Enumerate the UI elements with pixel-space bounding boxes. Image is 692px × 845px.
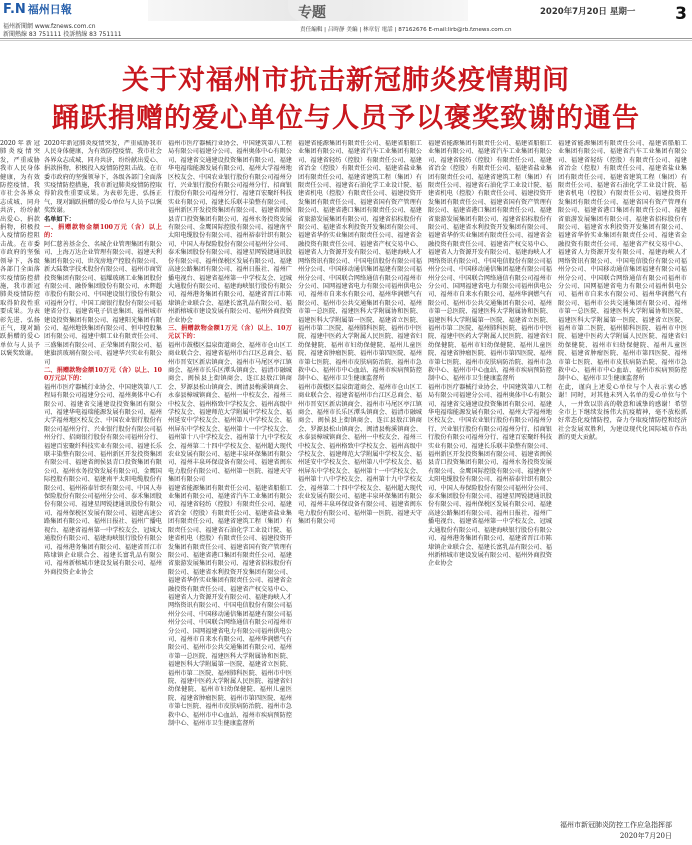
column-2 [168, 140, 292, 815]
category-3-list: 福州市鼓楼区温泉街道商会、福州市仓山区工商业联合会、福建省福州市台江区总商会、福州市晋安区新店镇商会、福州市马尾区亭江镇商会、福州市长乐区潭头镇商会、福清市融城商会、闽侯县上街镇商会、连江县敖江镇商会、罗源县松山镇商会、闽清县梅溪镇商会、永泰县樟城镇商会、福州一中校友会、福州三中校友会、福州格致中学校友会、福州高级中学校友会、福建师范大学附属中学校友会、福州延安中学校友会、福州第八中学校友会、福州屏东中学校友会、福州第十一中学校友会、福州第十八中学校友会、福州第十九中学校友会、福州第二十四中学校友会、福州超大现代农业发展有限公司、福建丰泉环保集团有限公司、福州丰泉环保设备有限公司、福建省闽东电力股份有限公司、福州第一医院、福建天守集团有限公司 [168, 341, 292, 484]
column-4 [428, 140, 552, 815]
category-2-list-c: 福州市医疗器械行业协会、中国建筑第八工程局有限公司福建分公司、福州奥体中心有限公司、福建省交通建设投资集团有限公司、福建华电福瑞能源发展有限公司、福州大学福州地区校友会、中国农业银行股份有限公司福州分行、兴业银行股份有限公司福州分行、招商银行股份有限公司福州分行、福建百宏聚纤科技实业有限公司、福建长乐联丰染整有限公司、福州新区开发投资集团有限公司、福建省闽侯县青口投资集团有限公司、福州水务投资发展有限公司、金鹰国际控股有限公司、福建南平太阳电缆股份有限公司、福州裕泰针织有限公司、中国人寿保险股份有限公司福州分公司、泰禾集团股份有限公司、福建星网锐捷通讯股份有限公司、福州保税区发展有限公司、福建高速公路集团有限公司、福州日报社、福州广播电视台、福建省福州第一中学校友会、冠城大通股份有限公司、福建海峡银行股份有限公司、福州港务集团有限公司、福建省晋江市陈埭镇企业联合会、福建长富乳品有限公司、福州新榕城市建设发展有限公司、福州外商投资企业协会 [428, 383, 552, 568]
logo-mark: F.N [3, 2, 26, 17]
logo-name: 福州日報 [27, 3, 72, 16]
section-ribbon [148, 0, 468, 21]
continuation-list-a: 福建省能源集团有限责任公司、福建省船舶工业集团有限公司、福建省汽车工业集团有限公司、福建省轻纺（控股）有限责任公司、福建省冶金（控股）有限责任公司、福建省盐业集团有限责任公司、福建省建筑工程（集团）有限责任公司、福建省石油化学工业设计院、福建省机电（控股）有限责任公司、福建投资开发集团有限责任公司、福建省国有资产管理有限公司、福建省港口集团有限责任公司、福建省旅游发展集团有限公司、福建省招标股份有限公司、福建省水利投资开发集团有限公司、福建省华侨实业集团有限责任公司、福建省金融投资有限责任公司、福建省产权交易中心、福建省人力资源开发有限公司、福建海峡人才网络资讯有限公司、中国电信股份有限公司福州分公司、中国移动通信集团福建有限公司福州分公司、中国联合网络通信有限公司福州市分公司、国网福建省电力有限公司福州供电公司、福州市自来水有限公司、福州华润燃气有限公司、福州市公共交通集团有限公司、福州市第一总医院、福建医科大学附属协和医院、福建医科大学附属第一医院、福建省立医院、福州市第二医院、福州肺科医院、福州市中医院、福建中医药大学附属人民医院、福建省妇幼保健院、福州市妇幼保健院、福州儿童医院、福建省肿瘤医院、福州市第四医院、福州市第七医院、福州市皮肤病防治院、福州市急救中心、福州市中心血站、福州市疾病预防控制中心、福州市卫生健康监督所 [168, 484, 292, 728]
notice-body [44, 140, 687, 815]
page-number: 3 [675, 4, 687, 24]
signature: 福州市新冠肺炎防控工作应急指挥部 [560, 821, 672, 829]
masthead [0, 0, 692, 42]
closing-paragraph: 在此，谨向上述爱心单位与个人表示衷心感谢！同时，对其他未列入名单的爱心单位与个人，一并致以崇高的敬意和诚挚的感谢！希望全市上下继续发扬伟大抗疫精神，毫不放松抓好常态化疫情防控，奋力夺取疫情防控和经济社会发展双胜利，为建设现代化国际城市作出新的更大贡献。 [558, 383, 687, 442]
header-rule-thin [0, 40, 692, 41]
website-line: 福州新聞網 www.fznews.com.cn [3, 23, 96, 30]
issue-date: 2020年7月20日 星期一 [540, 7, 636, 17]
headline-line-2: 踊跃捐赠的爱心单位与人员予以褒奖致谢的通告 [52, 103, 640, 134]
left-column-text [0, 140, 40, 815]
category-3-list-b: 福州市鼓楼区温泉街道商会、福州市仓山区工商业联合会、福建省福州市台江区总商会、福州市晋安区新店镇商会、福州市马尾区亭江镇商会、福州市长乐区潭头镇商会、福清市融城商会、闽侯县上街镇商会、连江县敖江镇商会、罗源县松山镇商会、闽清县梅溪镇商会、永泰县樟城镇商会、福州一中校友会、福州三中校友会、福州格致中学校友会、福州高级中学校友会、福建师范大学附属中学校友会、福州延安中学校友会、福州第八中学校友会、福州屏东中学校友会、福州第十一中学校友会、福州第十八中学校友会、福州第十九中学校友会、福州第二十四中学校友会、福州超大现代农业发展有限公司、福建丰泉环保集团有限公司、福州丰泉环保设备有限公司、福建省闽东电力股份有限公司、福州第一医院、福建天守集团有限公司 [298, 383, 422, 526]
section-label: 专题 [298, 5, 326, 21]
category-2-list-cont: 福州市医疗器械行业协会、中国建筑第八工程局有限公司福建分公司、福州奥体中心有限公司、福建省交通建设投资集团有限公司、福建华电福瑞能源发展有限公司、福州大学福州地区校友会、中国农业银行股份有限公司福州分行、兴业银行股份有限公司福州分行、招商银行股份有限公司福州分行、福建百宏聚纤科技实业有限公司、福建长乐联丰染整有限公司、福州新区开发投资集团有限公司、福建省闽侯县青口投资集团有限公司、福州水务投资发展有限公司、金鹰国际控股有限公司、福建南平太阳电缆股份有限公司、福州裕泰针织有限公司、中国人寿保险股份有限公司福州分公司、泰禾集团股份有限公司、福建星网锐捷通讯股份有限公司、福州保税区发展有限公司、福建高速公路集团有限公司、福州日报社、福州广播电视台、福建省福州第一中学校友会、冠城大通股份有限公司、福建海峡银行股份有限公司、福州港务集团有限公司、福建省晋江市陈埭镇企业联合会、福建长富乳品有限公司、福州新榕城市建设发展有限公司、福州外商投资企业协会 [168, 140, 292, 324]
column-1 [44, 140, 162, 815]
category-2-list: 福州市医疗器械行业协会、中国建筑第八工程局有限公司福建分公司、福州奥体中心有限公司、福建省交通建设投资集团有限公司、福建华电福瑞能源发展有限公司、福州大学福州地区校友会、中国农业银行股份有限公司福州分行、兴业银行股份有限公司福州分行、招商银行股份有限公司福州分行、福建百宏聚纤科技实业有限公司、福建长乐联丰染整有限公司、福州新区开发投资集团有限公司、福建省闽侯县青口投资集团有限公司、福州水务投资发展有限公司、金鹰国际控股有限公司、福建南平太阳电缆股份有限公司、福州裕泰针织有限公司、中国人寿保险股份有限公司福州分公司、泰禾集团股份有限公司、福建星网锐捷通讯股份有限公司、福州保税区发展有限公司、福建高速公路集团有限公司、福州日报社、福州广播电视台、福建省福州第一中学校友会、冠城大通股份有限公司、福建海峡银行股份有限公司、福州港务集团有限公司、福建省晋江市陈埭镇企业联合会、福建长富乳品有限公司、福州新榕城市建设发展有限公司、福州外商投资企业协会 [44, 383, 162, 576]
column-3 [298, 140, 422, 815]
category-3-heading: 三、捐赠款物金额1万元（含）以上、10万元以下的： [168, 324, 292, 341]
intro-repeat: 2020年新冠肺炎疫情突发，严重威胁我市人民身体健康，为有效防控疫情，我市社会各界众志成城、同舟共济，纷纷献出爱心、捐款捐物，积极投入疫情防控阻击战。在市委市政府的坚强领导下，各级各部门全面落实疫情防控措施，我市新冠肺炎疫情防控取得阶段性重要成果。为表彰先进、弘扬正气，现对踊跃捐赠的爱心单位与人员予以褒奖致谢。 [44, 140, 162, 215]
list-label: 名单如下： [44, 215, 75, 223]
left-column [0, 140, 40, 815]
editor-line: 責任編輯 | 吕時靜 美編 | 林章衍 電話 | 87162676 E-mail:lirb@rb.fznews.com.cn [300, 27, 512, 33]
continuation-list-d: 福建省能源集团有限责任公司、福建省船舶工业集团有限公司、福建省汽车工业集团有限公司、福建省轻纺（控股）有限责任公司、福建省冶金（控股）有限责任公司、福建省盐业集团有限责任公司、福建省建筑工程（集团）有限责任公司、福建省石油化学工业设计院、福建省机电（控股）有限责任公司、福建投资开发集团有限责任公司、福建省国有资产管理有限公司、福建省港口集团有限责任公司、福建省旅游发展集团有限公司、福建省招标股份有限公司、福建省水利投资开发集团有限公司、福建省华侨实业集团有限责任公司、福建省金融投资有限责任公司、福建省产权交易中心、福建省人力资源开发有限公司、福建海峡人才网络资讯有限公司、中国电信股份有限公司福州分公司、中国移动通信集团福建有限公司福州分公司、中国联合网络通信有限公司福州市分公司、国网福建省电力有限公司福州供电公司、福州市自来水有限公司、福州华润燃气有限公司、福州市公共交通集团有限公司、福州市第一总医院、福建医科大学附属协和医院、福建医科大学附属第一医院、福建省立医院、福州市第二医院、福州肺科医院、福州市中医院、福建中医药大学附属人民医院、福建省妇幼保健院、福州市妇幼保健院、福州儿童医院、福建省肿瘤医院、福州市第四医院、福州市第七医院、福州市皮肤病防治院、福州市急救中心、福州市中心血站、福州市疾病预防控制中心、福州市卫生健康监督所 [558, 140, 687, 383]
category-1-heading: 一、捐赠款物金额100万元（含）以上的： [44, 224, 162, 240]
newspaper-logo [3, 1, 72, 17]
category-2-heading: 二、捐赠款物金额10万元（含）以上、100万元以下的： [44, 366, 162, 383]
continuation-list-c: 福建省能源集团有限责任公司、福建省船舶工业集团有限公司、福建省汽车工业集团有限公司、福建省轻纺（控股）有限责任公司、福建省冶金（控股）有限责任公司、福建省盐业集团有限责任公司、福建省建筑工程（集团）有限责任公司、福建省石油化学工业设计院、福建省机电（控股）有限责任公司、福建投资开发集团有限责任公司、福建省国有资产管理有限公司、福建省港口集团有限责任公司、福建省旅游发展集团有限公司、福建省招标股份有限公司、福建省水利投资开发集团有限公司、福建省华侨实业集团有限责任公司、福建省金融投资有限责任公司、福建省产权交易中心、福建省人力资源开发有限公司、福建海峡人才网络资讯有限公司、中国电信股份有限公司福州分公司、中国移动通信集团福建有限公司福州分公司、中国联合网络通信有限公司福州市分公司、国网福建省电力有限公司福州供电公司、福州市自来水有限公司、福州华润燃气有限公司、福州市公共交通集团有限公司、福州市第一总医院、福建医科大学附属协和医院、福建医科大学附属第一医院、福建省立医院、福州市第二医院、福州肺科医院、福州市中医院、福建中医药大学附属人民医院、福建省妇幼保健院、福州市妇幼保健院、福州儿童医院、福建省肿瘤医院、福州市第四医院、福州市第七医院、福州市皮肤病防治院、福州市急救中心、福州市中心血站、福州市疾病预防控制中心、福州市卫生健康监督所 [428, 140, 552, 383]
intro-paragraph: 2020年新冠肺炎疫情突发，严重威胁我市人民身体健康，为有效防控疫情，我市社会各界众志成城、同舟共济，纷纷献出爱心、捐款捐物，积极投入疫情防控阻击战。在市委市政府的坚强领导下，各级各部门全面落实疫情防控措施，我市新冠肺炎疫情防控取得阶段性重要成果。为表彰先进、弘扬正气，现对踊跃捐赠的爱心单位与人员予以褒奖致谢。 [0, 140, 40, 358]
hotline-line: 新聞熱線 83 751111 投訴熱線 83 751111 [3, 31, 122, 38]
headline-line-1: 关于对福州市抗击新冠肺炎疫情期间 [122, 65, 570, 96]
header-rule [0, 38, 692, 39]
column-5 [558, 140, 687, 780]
sign-date: 2020年7月20日 [619, 832, 672, 840]
category-1-list: 阿仁慈善基金会、名城企业管理集团有限公司、上海万达企业管理有限公司、福建天利集团有限公司、世茂房地产控股有限公司、新大陆数字技术股份有限公司、福州市商贸投资集团有限公司、福耀玻璃工业集团股份有限公司、融侨集团股份有限公司、永辉超市股份有限公司、中国建设银行股份有限公司福州分行、中国工商银行股份有限公司福建省分行、福建省电子信息集团、福州城市建设投资集团有限公司、福建阳光集团有限公司、福州地铁集团有限公司、恒申控股集团有限公司、福建中烟工业有限责任公司、三盛集团有限公司、正荣集团有限公司、福建旗滨玻璃有限公司、福建华兴实业有限公司 [44, 240, 162, 366]
continuation-list-b: 福建省能源集团有限责任公司、福建省船舶工业集团有限公司、福建省汽车工业集团有限公司、福建省轻纺（控股）有限责任公司、福建省冶金（控股）有限责任公司、福建省盐业集团有限责任公司、福建省建筑工程（集团）有限责任公司、福建省石油化学工业设计院、福建省机电（控股）有限责任公司、福建投资开发集团有限责任公司、福建省国有资产管理有限公司、福建省港口集团有限责任公司、福建省旅游发展集团有限公司、福建省招标股份有限公司、福建省水利投资开发集团有限公司、福建省华侨实业集团有限责任公司、福建省金融投资有限责任公司、福建省产权交易中心、福建省人力资源开发有限公司、福建海峡人才网络资讯有限公司、中国电信股份有限公司福州分公司、中国移动通信集团福建有限公司福州分公司、中国联合网络通信有限公司福州市分公司、国网福建省电力有限公司福州供电公司、福州市自来水有限公司、福州华润燃气有限公司、福州市公共交通集团有限公司、福州市第一总医院、福建医科大学附属协和医院、福建医科大学附属第一医院、福建省立医院、福州市第二医院、福州肺科医院、福州市中医院、福建中医药大学附属人民医院、福建省妇幼保健院、福州市妇幼保健院、福州儿童医院、福建省肿瘤医院、福州市第四医院、福州市第七医院、福州市皮肤病防治院、福州市急救中心、福州市中心血站、福州市疾病预防控制中心、福州市卫生健康监督所 [298, 140, 422, 383]
